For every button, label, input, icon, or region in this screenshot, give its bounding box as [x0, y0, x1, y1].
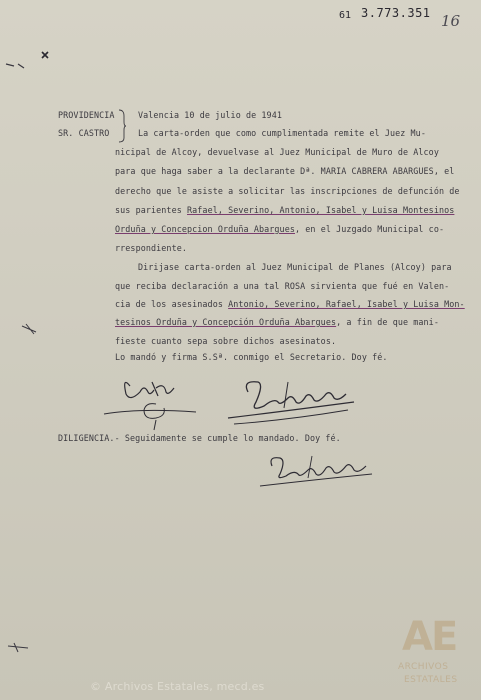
victim-names-underlined: Antonio, Severino, Rafael, Isabel y Luisa Mon- [228, 299, 465, 309]
paragraph-2-line-1: Dirijase carta-orden al Juez Municipal de Planes (Alcoy) para [138, 262, 452, 272]
signature-castro [100, 372, 210, 434]
ink-mark-icon [4, 46, 52, 76]
ink-mark-icon [20, 322, 40, 336]
brace-icon [117, 108, 127, 144]
victim-names-underlined: Orduña y Concepcion Orduña Abargues [115, 224, 295, 234]
copyright-watermark: © Archivos Estatales, mecd.es [90, 680, 265, 693]
logo-mark: AE [402, 614, 457, 660]
text-fragment: sus parientes [115, 205, 187, 215]
victim-names-underlined: tesinos Orduña y Concepción Orduña Abargues [115, 317, 337, 327]
paragraph-1-line-4: derecho que le asiste a solicitar las inscripciones de defunción de [115, 186, 460, 196]
signature-diligencia [252, 448, 382, 496]
signature-secretary [218, 372, 368, 432]
archivos-estatales-logo [392, 612, 478, 696]
paragraph-1-line-7: rrespondiente. [115, 243, 187, 253]
document-date: Valencia 10 de julio de 1941 [138, 110, 282, 120]
reference-small: 61 [339, 10, 352, 21]
text-fragment: , a fin de que mani- [336, 317, 439, 327]
logo-text-line-1: ARCHIVOS [398, 662, 449, 672]
paragraph-1-line-2: nicipal de Alcoy, devuelvase al Juez Municipal de Muro de Alcoy [115, 147, 439, 157]
closing-statement: Lo mandó y firma S.Sª. conmigo el Secretario. Doy fé. [115, 352, 388, 362]
victim-names-underlined: Rafael, Severino, Antonio, Isabel y Luisa Montesinos [187, 205, 455, 215]
diligencia-statement: DILIGENCIA.- Seguidamente se cumple lo mandado. Doy fé. [58, 433, 341, 443]
paragraph-2-line-4 [115, 317, 439, 328]
text-fragment: cia de los asesinados [115, 299, 229, 309]
margin-label-providencia: PROVIDENCIA [58, 110, 115, 120]
paragraph-2-line-3 [115, 299, 465, 310]
paragraph-2-line-2: que reciba declaración a una tal ROSA sirvienta que fué en Valen- [115, 281, 450, 291]
ink-mark-icon [6, 640, 30, 654]
paragraph-1-line-6 [115, 224, 444, 235]
reference-number: 3.773.351 [361, 6, 431, 20]
text-fragment: , en el Juzgado Municipal co- [294, 224, 445, 234]
paragraph-1-line-3: para que haga saber a la declarante Dª. MARIA CABRERA ABARGUES, el [115, 166, 455, 176]
paragraph-1-line-5 [115, 205, 454, 216]
logo-text-line-2: ESTATALES [404, 675, 458, 685]
paragraph-1-line-1: La carta-orden que como cumplimentada remite el Juez Mu- [138, 128, 426, 138]
folio-number: 16 [441, 12, 461, 30]
paragraph-2-line-5: fieste cuanto sepa sobre dichos asesinatos. [115, 336, 337, 346]
margin-label-castro: SR. CASTRO [58, 128, 110, 138]
